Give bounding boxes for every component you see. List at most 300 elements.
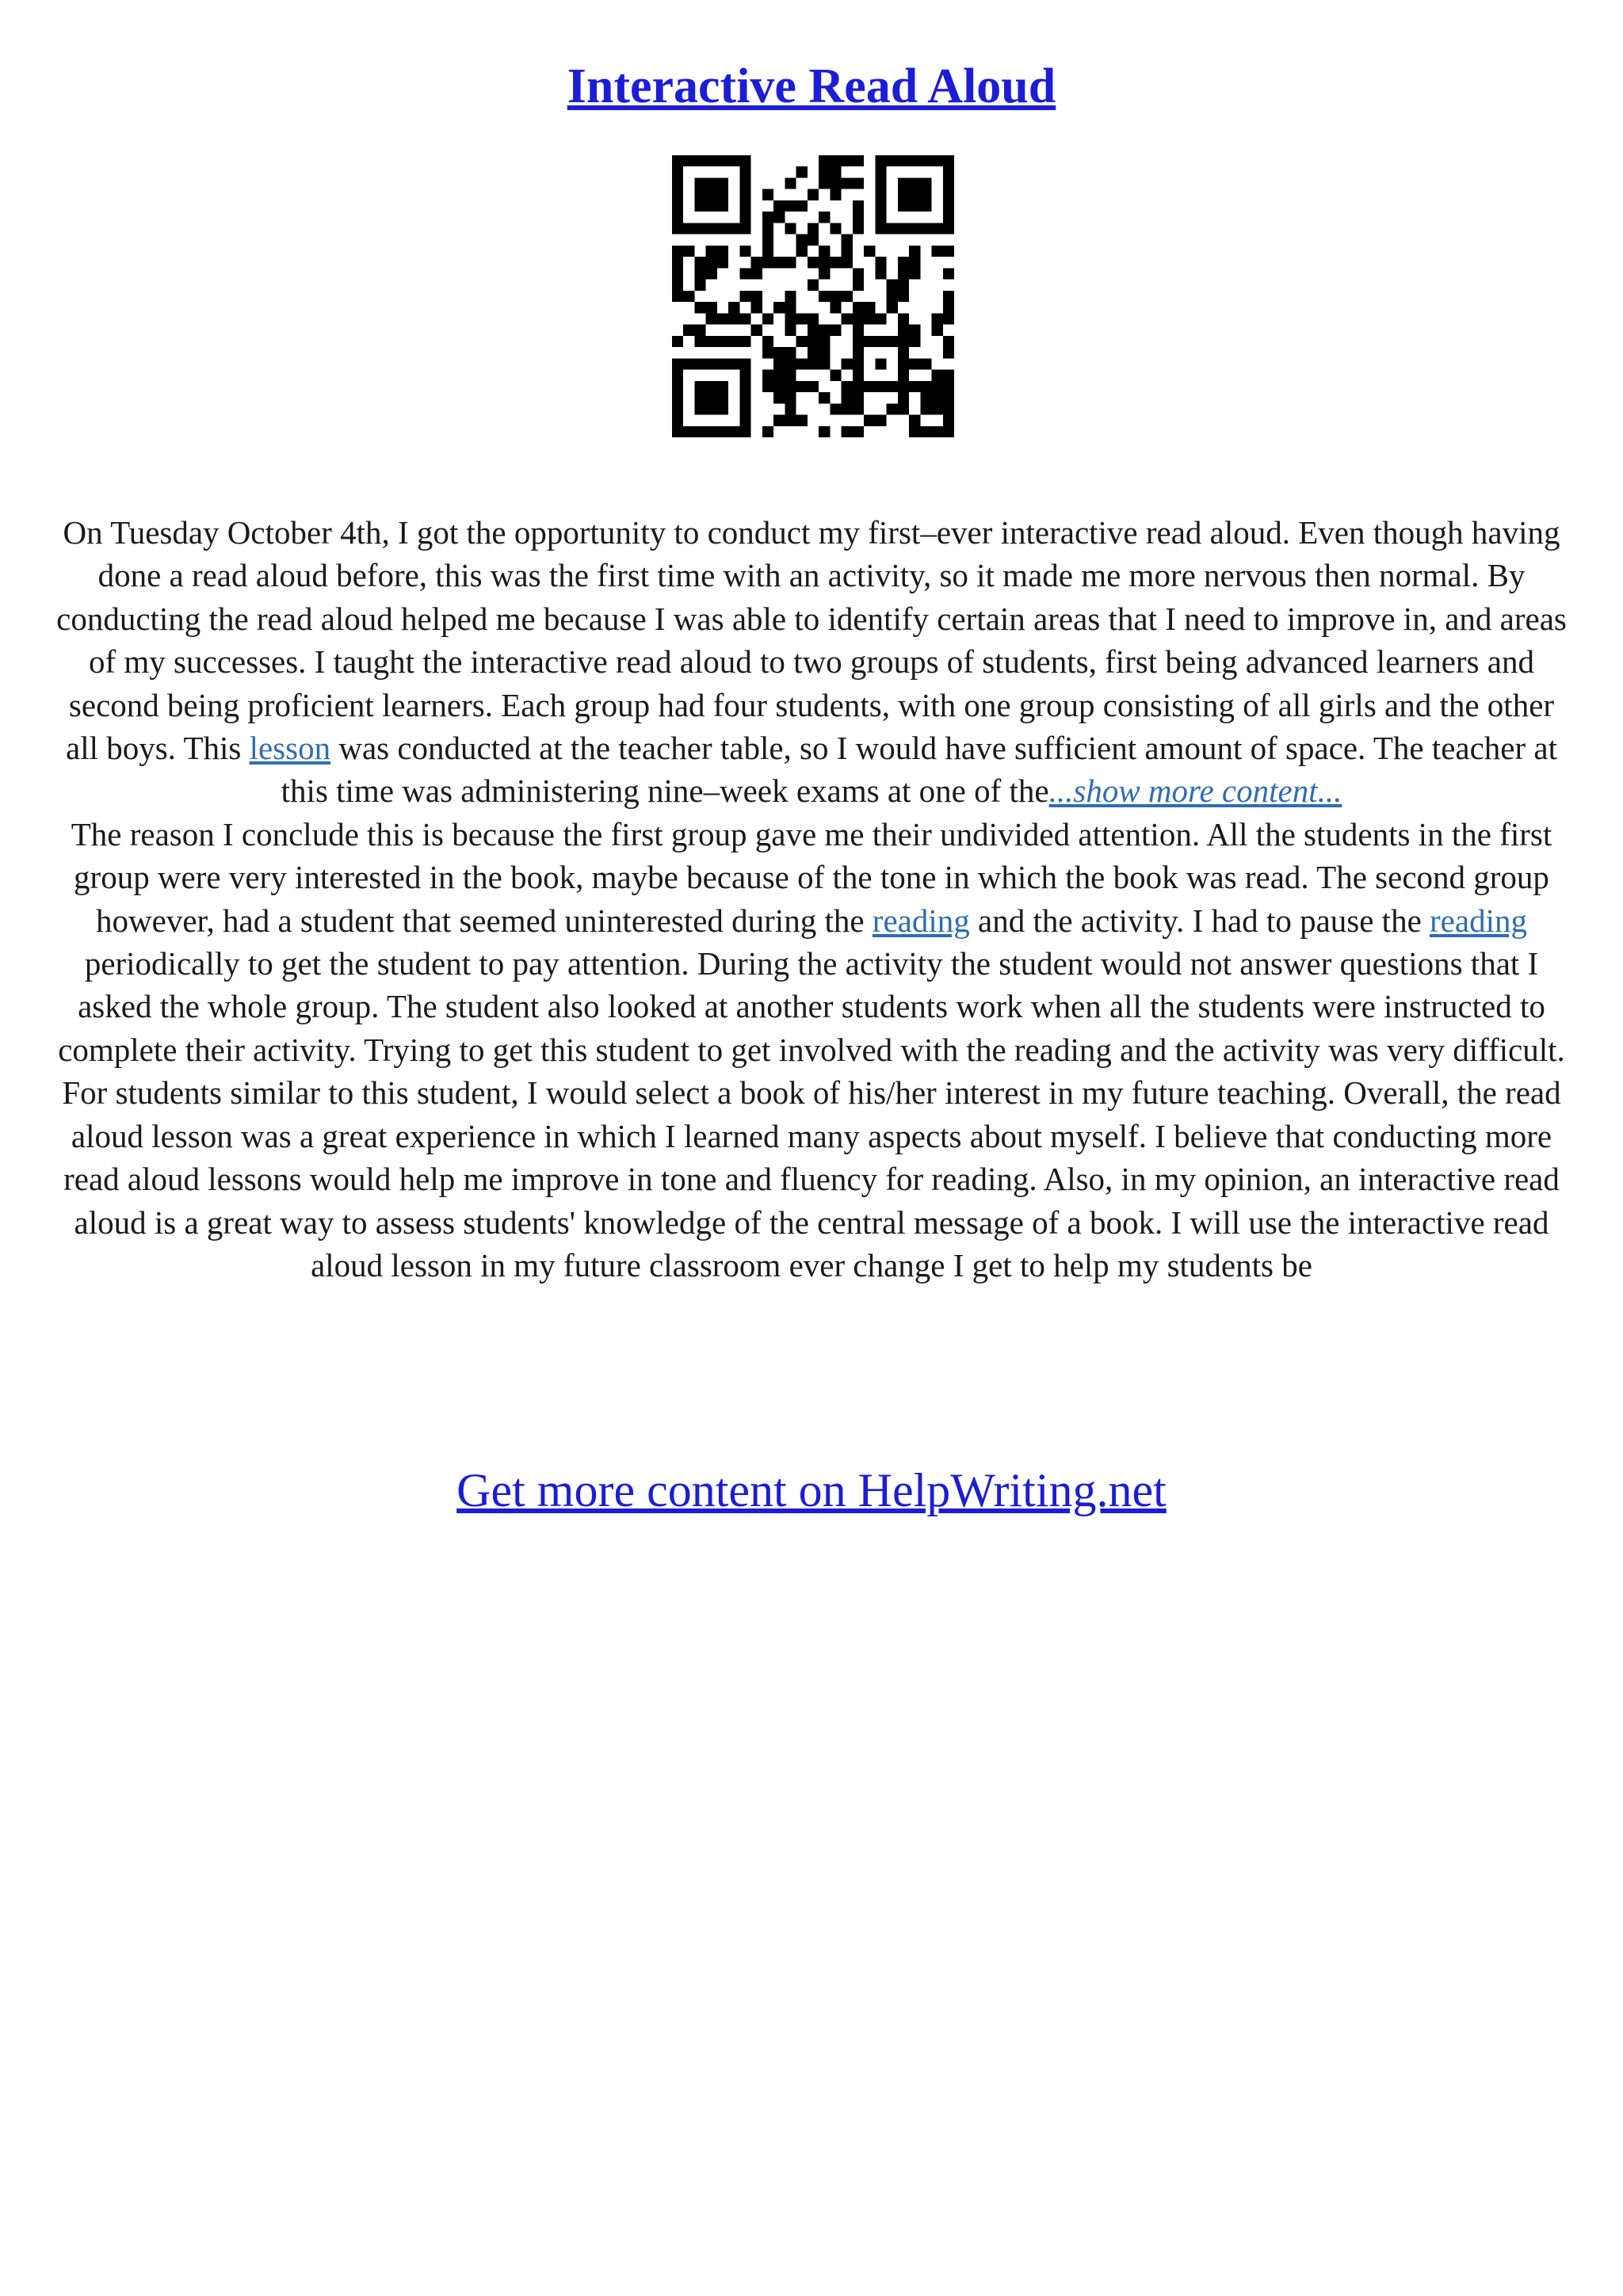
qr-module bbox=[773, 200, 785, 212]
qr-module bbox=[853, 155, 864, 166]
qr-module bbox=[808, 235, 819, 246]
qr-module bbox=[853, 223, 864, 234]
qr-module bbox=[796, 200, 808, 212]
qr-module bbox=[819, 392, 830, 403]
qr-module bbox=[864, 381, 875, 392]
qr-module bbox=[853, 200, 864, 212]
qr-module bbox=[672, 212, 683, 223]
qr-module bbox=[773, 302, 785, 313]
qr-module bbox=[864, 302, 875, 313]
qr-module bbox=[672, 246, 683, 257]
qr-module bbox=[672, 257, 683, 268]
qr-module bbox=[739, 223, 750, 234]
page-title bbox=[0, 57, 1623, 116]
qr-module bbox=[717, 336, 728, 347]
qr-module bbox=[785, 392, 796, 403]
qr-module bbox=[898, 257, 909, 268]
qr-module bbox=[887, 403, 898, 414]
qr-module bbox=[898, 403, 909, 414]
qr-module bbox=[830, 291, 841, 302]
qr-module bbox=[672, 381, 683, 392]
qr-module bbox=[683, 223, 694, 234]
qr-module bbox=[808, 313, 819, 324]
qr-module bbox=[672, 280, 683, 291]
qr-module bbox=[898, 381, 909, 392]
qr-module bbox=[796, 235, 808, 246]
qr-module bbox=[830, 302, 841, 313]
qr-module bbox=[819, 246, 830, 257]
footer bbox=[0, 1462, 1623, 1519]
title-link[interactable]: Interactive Read Aloud bbox=[567, 59, 1056, 113]
qr-module bbox=[875, 212, 886, 223]
qr-module bbox=[819, 325, 830, 336]
qr-module bbox=[909, 415, 920, 426]
qr-module bbox=[694, 268, 705, 279]
qr-module bbox=[943, 268, 954, 279]
reading-link-2[interactable]: reading bbox=[1430, 902, 1527, 939]
qr-code-icon bbox=[672, 155, 954, 437]
qr-module bbox=[717, 246, 728, 257]
qr-module bbox=[706, 336, 717, 347]
qr-module bbox=[728, 358, 739, 369]
qr-module bbox=[739, 189, 750, 200]
qr-module bbox=[785, 370, 796, 381]
qr-module bbox=[875, 189, 886, 200]
qr-module bbox=[898, 200, 909, 212]
qr-module bbox=[920, 381, 931, 392]
qr-module bbox=[706, 313, 717, 324]
qr-module bbox=[887, 302, 898, 313]
qr-module bbox=[717, 403, 728, 414]
qr-module bbox=[943, 155, 954, 166]
qr-module bbox=[853, 347, 864, 358]
qr-module bbox=[842, 155, 853, 166]
qr-module bbox=[717, 392, 728, 403]
qr-module bbox=[898, 347, 909, 358]
qr-module bbox=[796, 246, 808, 257]
qr-module bbox=[683, 291, 694, 302]
qr-module bbox=[864, 313, 875, 324]
qr-module bbox=[717, 177, 728, 189]
helpwriting-link[interactable]: Get more content on HelpWriting.net bbox=[456, 1464, 1167, 1516]
qr-module bbox=[842, 358, 853, 369]
qr-module bbox=[830, 177, 841, 189]
qr-code-graphic bbox=[672, 155, 954, 437]
qr-module bbox=[706, 155, 717, 166]
qr-module bbox=[728, 155, 739, 166]
qr-module bbox=[672, 166, 683, 177]
qr-module bbox=[672, 223, 683, 234]
qr-module bbox=[853, 336, 864, 347]
show-more-link[interactable]: ...show more content... bbox=[1048, 772, 1342, 810]
qr-module bbox=[739, 313, 750, 324]
qr-module bbox=[796, 166, 808, 177]
qr-module bbox=[785, 325, 796, 336]
qr-module bbox=[853, 313, 864, 324]
qr-module bbox=[887, 291, 898, 302]
paragraph-2 bbox=[55, 813, 1568, 1287]
paragraph-1 bbox=[55, 511, 1568, 813]
qr-module bbox=[909, 268, 920, 279]
qr-module bbox=[739, 426, 750, 437]
qr-module bbox=[830, 257, 841, 268]
qr-module bbox=[739, 212, 750, 223]
qr-module bbox=[796, 313, 808, 324]
qr-module bbox=[739, 291, 750, 302]
qr-module bbox=[739, 200, 750, 212]
qr-module bbox=[785, 177, 796, 189]
qr-module bbox=[739, 381, 750, 392]
qr-module bbox=[842, 257, 853, 268]
qr-module bbox=[672, 358, 683, 369]
qr-module bbox=[909, 189, 920, 200]
qr-module bbox=[898, 189, 909, 200]
qr-module bbox=[909, 177, 920, 189]
qr-module bbox=[920, 155, 931, 166]
qr-module bbox=[875, 223, 886, 234]
qr-module bbox=[853, 358, 864, 369]
qr-module bbox=[909, 246, 920, 257]
qr-module bbox=[853, 268, 864, 279]
qr-module bbox=[932, 246, 943, 257]
qr-module bbox=[773, 212, 785, 223]
qr-module bbox=[694, 257, 705, 268]
qr-module bbox=[739, 358, 750, 369]
paragraph-2-text-a: The reason I conclude this is because the first group gave me their undivided attention. All the students in the first group were very interested in the book, maybe because of the tone in which the book was read. The second group however, had a student that seemed uninterested during the bbox=[71, 815, 1552, 939]
qr-module bbox=[864, 246, 875, 257]
qr-module bbox=[887, 381, 898, 392]
qr-module bbox=[842, 246, 853, 257]
qr-module bbox=[751, 302, 762, 313]
qr-module bbox=[796, 336, 808, 347]
paragraph-1-text-b: was conducted at the teacher table, so I would have sufficient amount of space. The teacher at this time was administering nine–week exams at one of the bbox=[281, 730, 1557, 810]
qr-module bbox=[819, 155, 830, 166]
qr-module bbox=[920, 358, 931, 369]
qr-module bbox=[819, 426, 830, 437]
qr-module bbox=[672, 336, 683, 347]
qr-module bbox=[898, 325, 909, 336]
qr-module bbox=[706, 246, 717, 257]
qr-module bbox=[943, 246, 954, 257]
qr-module bbox=[842, 235, 853, 246]
qr-module bbox=[796, 358, 808, 369]
qr-module bbox=[751, 257, 762, 268]
qr-module bbox=[785, 200, 796, 212]
qr-module bbox=[830, 370, 841, 381]
qr-module bbox=[694, 403, 705, 414]
qr-module bbox=[773, 415, 785, 426]
qr-module bbox=[909, 358, 920, 369]
qr-module bbox=[739, 415, 750, 426]
qr-module bbox=[842, 291, 853, 302]
qr-module bbox=[853, 280, 864, 291]
qr-module bbox=[830, 155, 841, 166]
qr-module bbox=[762, 212, 773, 223]
qr-module bbox=[932, 392, 943, 403]
qr-module bbox=[842, 403, 853, 414]
qr-module bbox=[672, 291, 683, 302]
qr-module bbox=[920, 426, 931, 437]
qr-module bbox=[875, 358, 886, 369]
qr-module bbox=[830, 325, 841, 336]
qr-module bbox=[842, 392, 853, 403]
qr-module bbox=[898, 268, 909, 279]
qr-module bbox=[909, 257, 920, 268]
qr-module bbox=[717, 358, 728, 369]
qr-module bbox=[898, 358, 909, 369]
qr-module bbox=[875, 381, 886, 392]
qr-module bbox=[842, 426, 853, 437]
qr-module bbox=[808, 280, 819, 291]
qr-module bbox=[739, 336, 750, 347]
qr-module bbox=[887, 280, 898, 291]
qr-module bbox=[819, 336, 830, 347]
qr-module bbox=[785, 302, 796, 313]
qr-module bbox=[672, 200, 683, 212]
qr-module bbox=[808, 325, 819, 336]
qr-module bbox=[672, 177, 683, 189]
qr-module bbox=[819, 257, 830, 268]
qr-module bbox=[694, 177, 705, 189]
qr-module bbox=[943, 223, 954, 234]
lesson-link[interactable]: lesson bbox=[249, 730, 331, 767]
qr-module bbox=[796, 415, 808, 426]
qr-module bbox=[819, 291, 830, 302]
qr-module bbox=[943, 403, 954, 414]
qr-module bbox=[694, 426, 705, 437]
qr-module bbox=[672, 268, 683, 279]
qr-module bbox=[875, 336, 886, 347]
qr-module bbox=[887, 155, 898, 166]
qr-module bbox=[920, 200, 931, 212]
qr-module bbox=[853, 370, 864, 381]
qr-module bbox=[943, 426, 954, 437]
qr-module bbox=[683, 155, 694, 166]
qr-module bbox=[739, 177, 750, 189]
qr-module bbox=[920, 403, 931, 414]
qr-module bbox=[751, 325, 762, 336]
qr-module bbox=[728, 223, 739, 234]
qr-module bbox=[694, 280, 705, 291]
qr-module bbox=[875, 268, 886, 279]
qr-module bbox=[773, 392, 785, 403]
qr-module bbox=[853, 426, 864, 437]
qr-module bbox=[819, 358, 830, 369]
qr-module bbox=[898, 223, 909, 234]
qr-module bbox=[717, 155, 728, 166]
paragraph-2-text-c: periodically to get the student to pay attention. During the activity the student would not answer questions that I asked the whole group. The student also looked at another students work when all the students were instructed to complete their activity. Trying to get this student to get involved with the reading and the activity was very difficult. For students similar to this student, I would select a book of his/her interest in my future teaching. Overall, the read aloud lesson was a great experience in which I learned many aspects about myself. I believe that conducting more read aloud lessons would help me improve in tone and fluency for reading. Also, in my opinion, an interactive read aloud is a great way to assess students' knowledge of the central message of a book. I will use the interactive read aloud lesson in my future classroom ever change I get to help my students be bbox=[58, 945, 1565, 1283]
paragraph-2-text-b: and the activity. I had to pause the bbox=[969, 902, 1430, 939]
qr-module bbox=[717, 426, 728, 437]
qr-module bbox=[706, 200, 717, 212]
qr-module bbox=[932, 325, 943, 336]
qr-module bbox=[943, 166, 954, 177]
qr-module bbox=[909, 381, 920, 392]
qr-module bbox=[694, 392, 705, 403]
qr-module bbox=[762, 235, 773, 246]
qr-module bbox=[706, 302, 717, 313]
qr-module bbox=[853, 392, 864, 403]
qr-module bbox=[819, 347, 830, 358]
qr-module bbox=[932, 381, 943, 392]
qr-module bbox=[853, 177, 864, 189]
qr-module bbox=[739, 268, 750, 279]
qr-module bbox=[683, 325, 694, 336]
qr-module bbox=[706, 403, 717, 414]
qr-module bbox=[842, 177, 853, 189]
qr-module bbox=[694, 358, 705, 369]
qr-module bbox=[932, 223, 943, 234]
qr-module bbox=[808, 336, 819, 347]
qr-module bbox=[694, 302, 705, 313]
qr-module bbox=[785, 313, 796, 324]
qr-module bbox=[943, 336, 954, 347]
qr-module bbox=[819, 166, 830, 177]
qr-module bbox=[785, 415, 796, 426]
qr-module bbox=[909, 223, 920, 234]
qr-module bbox=[819, 177, 830, 189]
qr-module bbox=[909, 155, 920, 166]
qr-module bbox=[785, 223, 796, 234]
qr-module bbox=[773, 370, 785, 381]
qr-module bbox=[943, 370, 954, 381]
qr-module bbox=[694, 155, 705, 166]
qr-module bbox=[728, 426, 739, 437]
qr-module bbox=[706, 426, 717, 437]
reading-link-1[interactable]: reading bbox=[872, 902, 970, 939]
qr-module bbox=[920, 189, 931, 200]
qr-module bbox=[706, 189, 717, 200]
qr-module bbox=[683, 358, 694, 369]
qr-module bbox=[898, 155, 909, 166]
qr-module bbox=[683, 426, 694, 437]
qr-module bbox=[864, 336, 875, 347]
qr-module bbox=[853, 302, 864, 313]
qr-module bbox=[887, 336, 898, 347]
qr-module bbox=[808, 358, 819, 369]
qr-module bbox=[785, 257, 796, 268]
qr-module bbox=[819, 212, 830, 223]
qr-module bbox=[808, 347, 819, 358]
qr-module bbox=[875, 200, 886, 212]
qr-module bbox=[932, 155, 943, 166]
qr-module bbox=[842, 381, 853, 392]
qr-module bbox=[830, 403, 841, 414]
qr-module bbox=[943, 415, 954, 426]
qr-module bbox=[739, 370, 750, 381]
qr-module bbox=[706, 257, 717, 268]
qr-module bbox=[875, 313, 886, 324]
qr-module bbox=[853, 212, 864, 223]
qr-module bbox=[762, 426, 773, 437]
qr-module bbox=[672, 415, 683, 426]
qr-module bbox=[830, 223, 841, 234]
qr-module bbox=[717, 257, 728, 268]
qr-module bbox=[717, 223, 728, 234]
qr-module bbox=[751, 291, 762, 302]
qr-module bbox=[739, 246, 750, 257]
qr-module bbox=[717, 189, 728, 200]
qr-module bbox=[785, 291, 796, 302]
qr-module bbox=[898, 177, 909, 189]
qr-module bbox=[796, 381, 808, 392]
qr-module bbox=[943, 177, 954, 189]
qr-module bbox=[853, 403, 864, 414]
qr-module bbox=[773, 381, 785, 392]
qr-module bbox=[932, 403, 943, 414]
qr-module bbox=[785, 403, 796, 414]
qr-module bbox=[920, 177, 931, 189]
qr-module bbox=[920, 223, 931, 234]
qr-module bbox=[706, 223, 717, 234]
qr-module bbox=[694, 200, 705, 212]
qr-module bbox=[739, 403, 750, 414]
qr-module bbox=[694, 189, 705, 200]
qr-module bbox=[943, 189, 954, 200]
qr-module bbox=[887, 223, 898, 234]
qr-module bbox=[898, 313, 909, 324]
qr-module bbox=[875, 155, 886, 166]
qr-module bbox=[943, 200, 954, 212]
qr-module bbox=[943, 291, 954, 302]
qr-module bbox=[909, 200, 920, 212]
qr-module bbox=[762, 246, 773, 257]
qr-module bbox=[672, 155, 683, 166]
qr-module bbox=[875, 177, 886, 189]
qr-module bbox=[773, 347, 785, 358]
qr-module bbox=[830, 166, 841, 177]
qr-module bbox=[706, 392, 717, 403]
qr-module bbox=[875, 257, 886, 268]
qr-module bbox=[728, 313, 739, 324]
qr-module bbox=[920, 392, 931, 403]
qr-module bbox=[785, 358, 796, 369]
qr-module bbox=[932, 370, 943, 381]
qr-module bbox=[785, 381, 796, 392]
qr-module bbox=[694, 325, 705, 336]
qr-module bbox=[819, 268, 830, 279]
qr-module bbox=[683, 246, 694, 257]
qr-module bbox=[943, 347, 954, 358]
qr-module bbox=[706, 358, 717, 369]
qr-module bbox=[672, 370, 683, 381]
qr-module bbox=[898, 392, 909, 403]
qr-module bbox=[672, 189, 683, 200]
qr-module bbox=[762, 189, 773, 200]
qr-module bbox=[762, 336, 773, 347]
qr-module bbox=[672, 426, 683, 437]
qr-module bbox=[785, 347, 796, 358]
qr-module bbox=[672, 403, 683, 414]
qr-module bbox=[943, 313, 954, 324]
qr-module bbox=[706, 268, 717, 279]
qr-module bbox=[842, 313, 853, 324]
qr-module bbox=[694, 336, 705, 347]
qr-module bbox=[672, 392, 683, 403]
qr-module bbox=[706, 177, 717, 189]
qr-module bbox=[898, 336, 909, 347]
qr-module bbox=[853, 325, 864, 336]
paragraph-1-text-a: On Tuesday October 4th, I got the opportunity to conduct my first–ever interactive read aloud. Even though having done a read aloud before, this was the first time with an activity, so it made me more nervous then normal. By conducting the read aloud helped me because I was able to identify certain areas that I need to improve in, and areas of my successes. I taught the interactive read aloud to two groups of students, first being advanced learners and second being proficient learners. Each group had four students, with one group consisting of all girls and the other all boys. This bbox=[56, 514, 1567, 767]
qr-module bbox=[739, 392, 750, 403]
qr-module bbox=[717, 200, 728, 212]
qr-module bbox=[808, 381, 819, 392]
qr-module bbox=[932, 313, 943, 324]
qr-module bbox=[762, 223, 773, 234]
qr-module bbox=[943, 381, 954, 392]
qr-module bbox=[762, 313, 773, 324]
qr-module bbox=[853, 381, 864, 392]
